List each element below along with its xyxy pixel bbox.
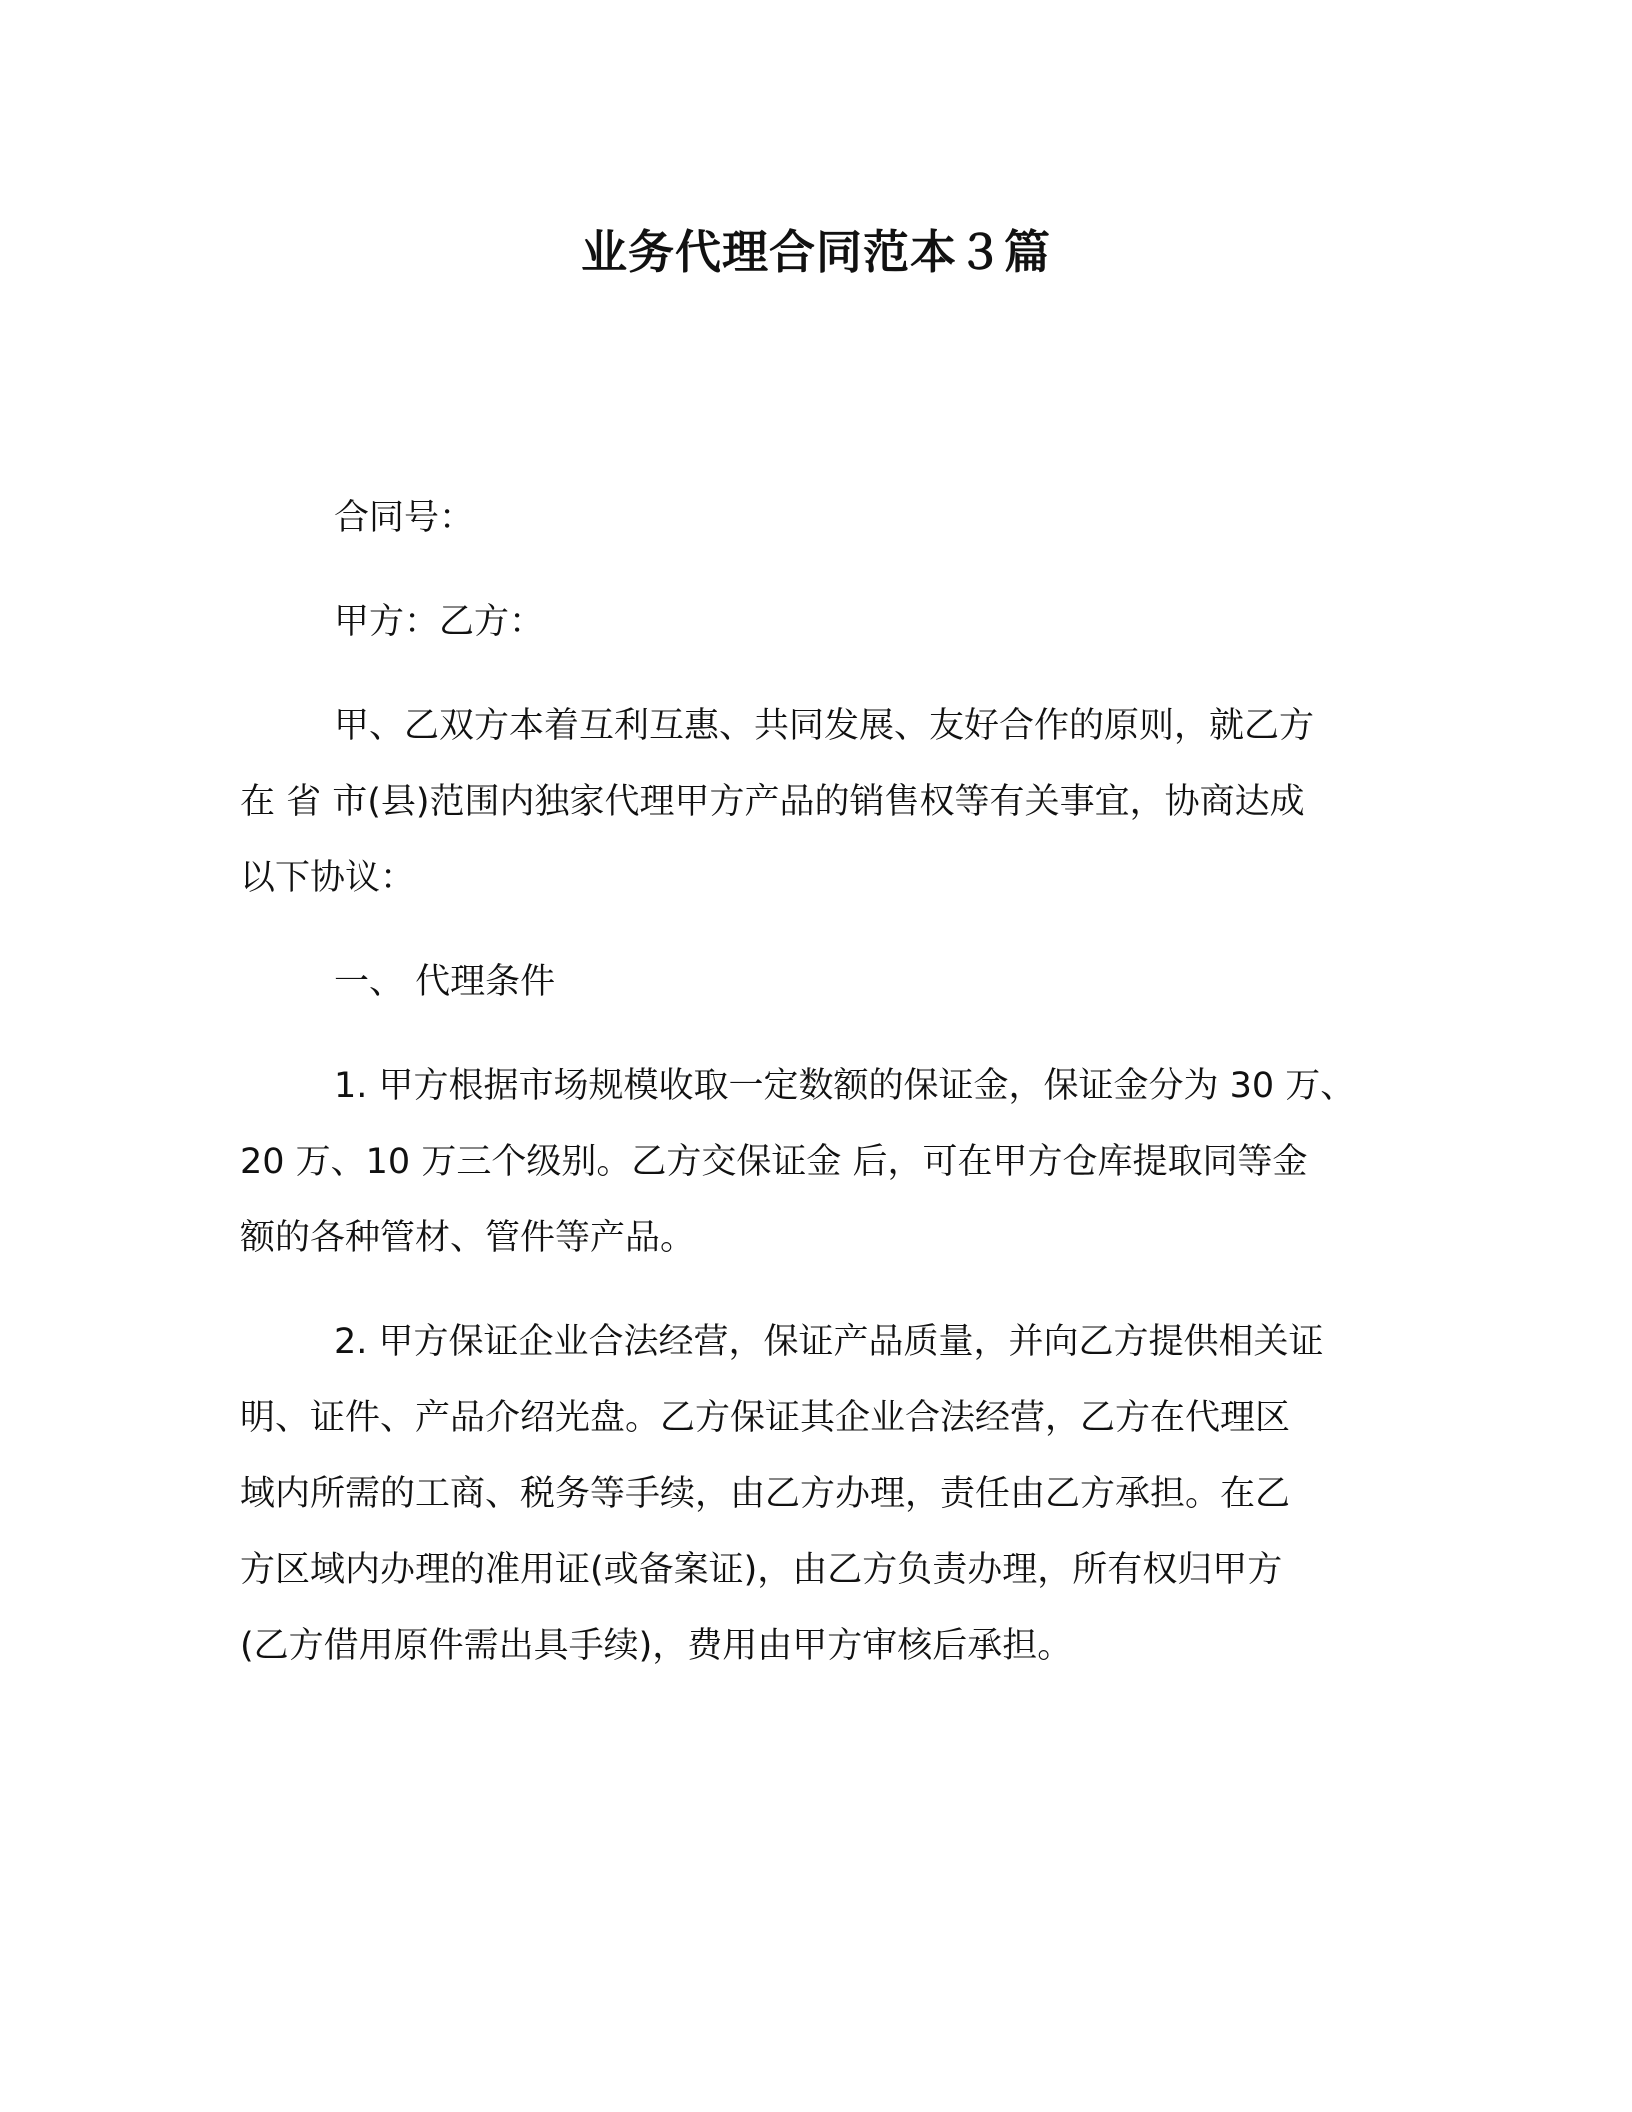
clause-2-line-5: (乙方借用原件需出具手续)，费用由甲方审核后承担。: [240, 1626, 1073, 1666]
clause-2-line-1: 2. 甲方保证企业合法经营，保证产品质量，并向乙方提供相关证: [334, 1322, 1324, 1362]
clause-1-line-1: 1. 甲方根据市场规模收取一定数额的保证金，保证金分为 30 万、: [334, 1066, 1356, 1106]
document-title: 业务代理合同范本３篇: [581, 225, 1051, 279]
parties-line: 甲方：乙方：: [334, 602, 545, 642]
clause-2-line-2: 明、证件、产品介绍光盘。乙方保证其企业合法经营，乙方在代理区: [240, 1398, 1291, 1438]
clause-2-line-3: 域内所需的工商、税务等手续，由乙方办理，责任由乙方承担。在乙: [240, 1474, 1291, 1514]
intro-line-2: 在 省 市(县)范围内独家代理甲方产品的销售权等有关事宜，协商达成: [240, 782, 1305, 822]
contract-number-label: 合同号：: [334, 498, 475, 538]
clause-1-line-3: 额的各种管材、管件等产品。: [240, 1218, 696, 1258]
intro-line-1: 甲、乙双方本着互利互惠、共同发展、友好合作的原则，就乙方: [334, 706, 1315, 746]
intro-line-3: 以下协议：: [240, 858, 416, 898]
clause-2-line-4: 方区域内办理的准用证(或备案证)，由乙方负责办理，所有权归甲方: [240, 1550, 1283, 1590]
section-heading: 一、 代理条件: [334, 962, 556, 1002]
clause-1-line-2: 20 万、10 万三个级别。乙方交保证金 后，可在甲方仓库提取同等金: [240, 1142, 1308, 1182]
